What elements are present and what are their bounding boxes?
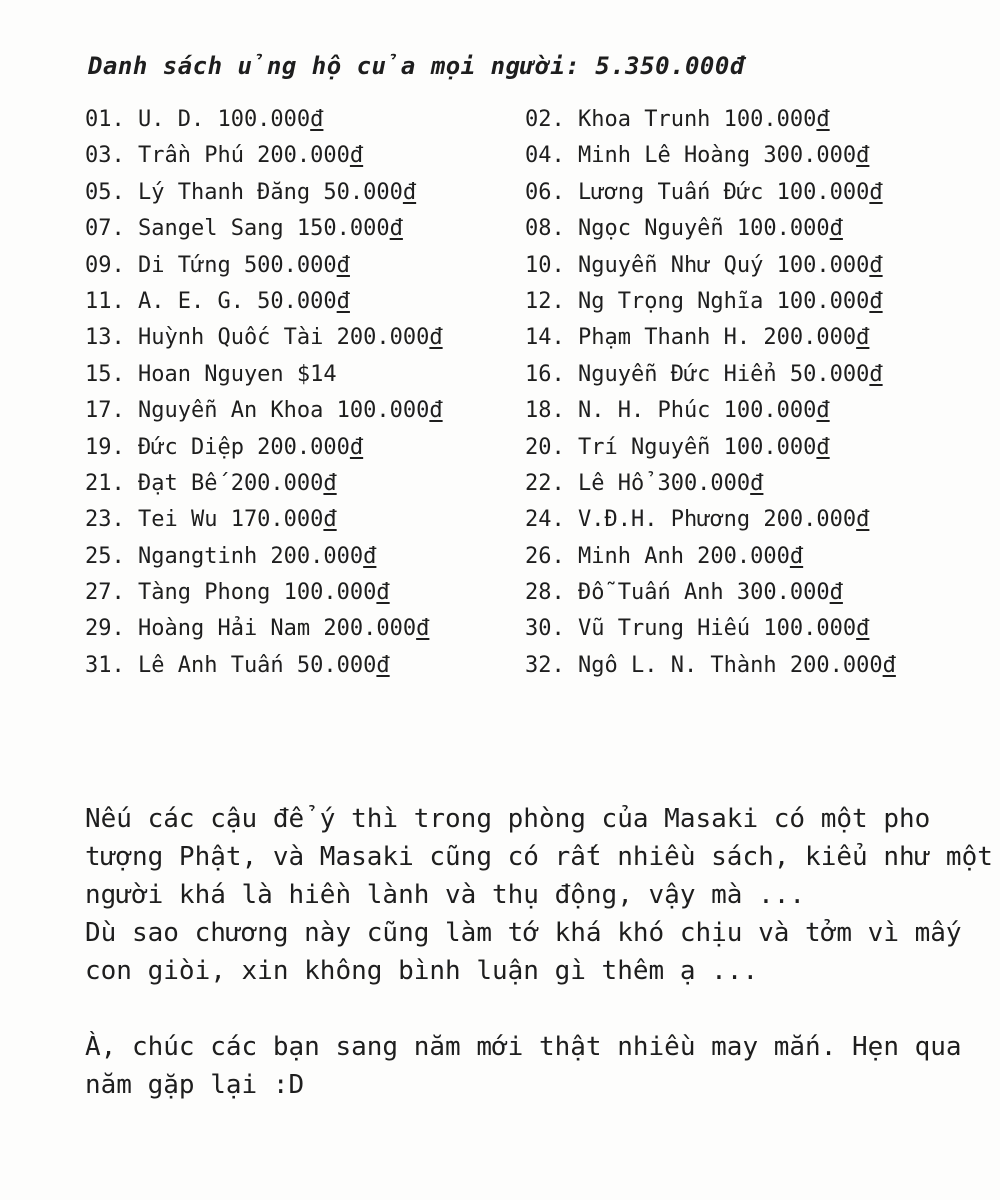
- donor-text: 11. A. E. G. 50.000: [85, 288, 337, 314]
- donor-text: 01. U. D. 100.000: [85, 107, 311, 132]
- donor-entry: [525, 575, 896, 611]
- currency-symbol: đ: [856, 143, 870, 169]
- donor-entry: [525, 539, 896, 575]
- donor-entry: [525, 611, 896, 647]
- currency-symbol: đ: [869, 288, 883, 314]
- currency-symbol: đ: [323, 470, 337, 496]
- currency-symbol: đ: [376, 652, 390, 678]
- donor-entry: [85, 539, 525, 575]
- paragraph-line: con giòi, xin không bình luận gì thêm ạ ...: [85, 956, 759, 986]
- currency-symbol: đ: [389, 216, 403, 242]
- donor-text: 31. Lê Anh Tuấn 50.000: [85, 652, 377, 678]
- donor-text: 17. Nguyễn An Khoa 100.000: [85, 398, 430, 424]
- translator-notes: [85, 800, 993, 1104]
- donor-column-right: [525, 102, 896, 684]
- currency-symbol: đ: [376, 580, 390, 606]
- paragraph-line: Nếu các cậu để ý thì trong phòng của Masaki có một pho: [85, 804, 931, 834]
- currency-symbol: đ: [349, 143, 364, 169]
- donor-text: 26. Minh Anh 200.000: [525, 543, 790, 569]
- donor-text: 12. Ng Trọng Nghĩa 100.000: [525, 288, 870, 314]
- currency-symbol: đ: [416, 616, 430, 642]
- currency-symbol: đ: [750, 470, 764, 496]
- paragraph: [85, 1028, 993, 1104]
- donor-text: 29. Hoàng Hải Nam 200.000: [85, 616, 417, 642]
- currency-symbol: đ: [402, 179, 417, 205]
- donor-text: 04. Minh Lê Hoàng 300.000: [525, 143, 857, 169]
- currency-symbol: đ: [869, 252, 883, 278]
- donor-list: [85, 102, 896, 684]
- paragraph-line: năm gặp lại :D: [85, 1070, 305, 1100]
- donor-entry: [525, 320, 896, 356]
- paragraph-line: Dù sao chương này cũng làm tớ khá khó chịu và tởm vì mấy: [85, 918, 962, 948]
- donor-text: 18. N. H. Phúc 100.000: [525, 398, 817, 424]
- currency-symbol: đ: [869, 361, 883, 387]
- currency-symbol: đ: [869, 179, 883, 205]
- donor-text: 24. V.Đ.H. Phương 200.000: [525, 507, 857, 533]
- donor-entry: [85, 466, 525, 502]
- currency-symbol: đ: [363, 543, 377, 569]
- donor-entry: [85, 248, 525, 284]
- donor-entry: [525, 430, 896, 466]
- donor-text: 02. Khoa Trunh 100.000: [525, 107, 817, 132]
- currency-symbol: đ: [856, 507, 870, 533]
- donor-entry: [525, 648, 896, 684]
- donor-text: 25. Ngangtinh 200.000: [85, 543, 364, 569]
- donor-entry: [525, 248, 896, 284]
- page-title: Danh sách ủng hộ của mọi người: 5.350.000đ: [88, 52, 745, 80]
- donor-entry: [525, 175, 896, 211]
- currency-symbol: đ: [336, 288, 350, 314]
- donor-entry: [85, 430, 525, 466]
- donor-text: 15. Hoan Nguyen $14: [85, 361, 337, 387]
- currency-symbol: đ: [816, 434, 830, 460]
- donor-text: 07. Sangel Sang 150.000: [85, 216, 390, 242]
- donor-text: 30. Vũ Trung Hiếu 100.000: [525, 616, 857, 642]
- donor-entry: [525, 138, 896, 174]
- donor-text: 16. Nguyễn Đức Hiển 50.000: [525, 361, 870, 387]
- donor-text: 09. Di Tứng 500.000: [85, 252, 337, 278]
- donor-text: 19. Đức Diệp 200.000: [85, 434, 350, 460]
- currency-symbol: đ: [429, 325, 443, 351]
- donor-text: 23. Tei Wu 170.000: [85, 507, 324, 533]
- donor-text: 14. Phạm Thanh H. 200.000: [525, 325, 857, 351]
- donor-entry: [85, 393, 525, 429]
- donor-column-left: [85, 102, 525, 684]
- donor-text: 06. Lương Tuấn Đức 100.000: [525, 179, 870, 205]
- paragraph-line: À, chúc các bạn sang năm mới thật nhiều may mắn. Hẹn qua: [85, 1032, 962, 1062]
- donor-entry: [85, 138, 525, 174]
- donor-entry: [525, 502, 896, 538]
- donor-entry: [85, 284, 525, 320]
- currency-symbol: đ: [882, 652, 896, 678]
- donor-entry: [85, 357, 525, 393]
- paragraph: [85, 800, 993, 914]
- donor-entry: [85, 211, 525, 247]
- donor-entry: [85, 175, 525, 211]
- donor-text: 10. Nguyễn Như Quý 100.000: [525, 252, 870, 278]
- donor-text: 03. Trần Phú 200.000: [85, 143, 350, 169]
- donor-entry: [525, 466, 896, 502]
- donor-text: 21. Đạt Bế 200.000: [85, 470, 324, 496]
- currency-symbol: đ: [310, 107, 324, 132]
- donor-text: 32. Ngô L. N. Thành 200.000: [525, 652, 883, 678]
- currency-symbol: đ: [829, 216, 843, 242]
- donor-text: 27. Tàng Phong 100.000: [85, 580, 377, 606]
- donor-entry: [85, 102, 525, 138]
- donor-entry: [85, 502, 525, 538]
- currency-symbol: đ: [816, 107, 830, 132]
- donor-text: 05. Lý Thanh Đăng 50.000: [85, 179, 403, 205]
- donor-entry: [525, 284, 896, 320]
- currency-symbol: đ: [336, 252, 350, 278]
- currency-symbol: đ: [829, 580, 843, 606]
- paragraph: [85, 914, 993, 990]
- currency-symbol: đ: [349, 434, 364, 460]
- donor-text: 13. Huỳnh Quốc Tài 200.000: [85, 325, 430, 351]
- paragraph-line: người khá là hiền lành và thụ động, vậy mà ...: [85, 880, 806, 910]
- currency-symbol: đ: [816, 398, 830, 424]
- donor-text: 08. Ngọc Nguyễn 100.000: [525, 216, 830, 242]
- donor-entry: [525, 357, 896, 393]
- donor-entry: [85, 320, 525, 356]
- donor-entry: [525, 211, 896, 247]
- donor-text: 20. Trí Nguyễn 100.000: [525, 434, 817, 460]
- donor-text: 22. Lê Hổ 300.000: [525, 470, 751, 496]
- currency-symbol: đ: [789, 543, 804, 569]
- currency-symbol: đ: [856, 325, 870, 351]
- donor-entry: [525, 393, 896, 429]
- donor-entry: [85, 611, 525, 647]
- currency-symbol: đ: [323, 507, 337, 533]
- donor-entry: [85, 575, 525, 611]
- donor-text: 28. Đỗ Tuấn Anh 300.000: [525, 580, 830, 606]
- currency-symbol: đ: [856, 616, 870, 642]
- donor-entry: [525, 102, 896, 138]
- paragraph-line: tượng Phật, và Masaki cũng có rất nhiều sách, kiểu như một: [85, 842, 993, 872]
- currency-symbol: đ: [429, 398, 443, 424]
- donor-entry: [85, 648, 525, 684]
